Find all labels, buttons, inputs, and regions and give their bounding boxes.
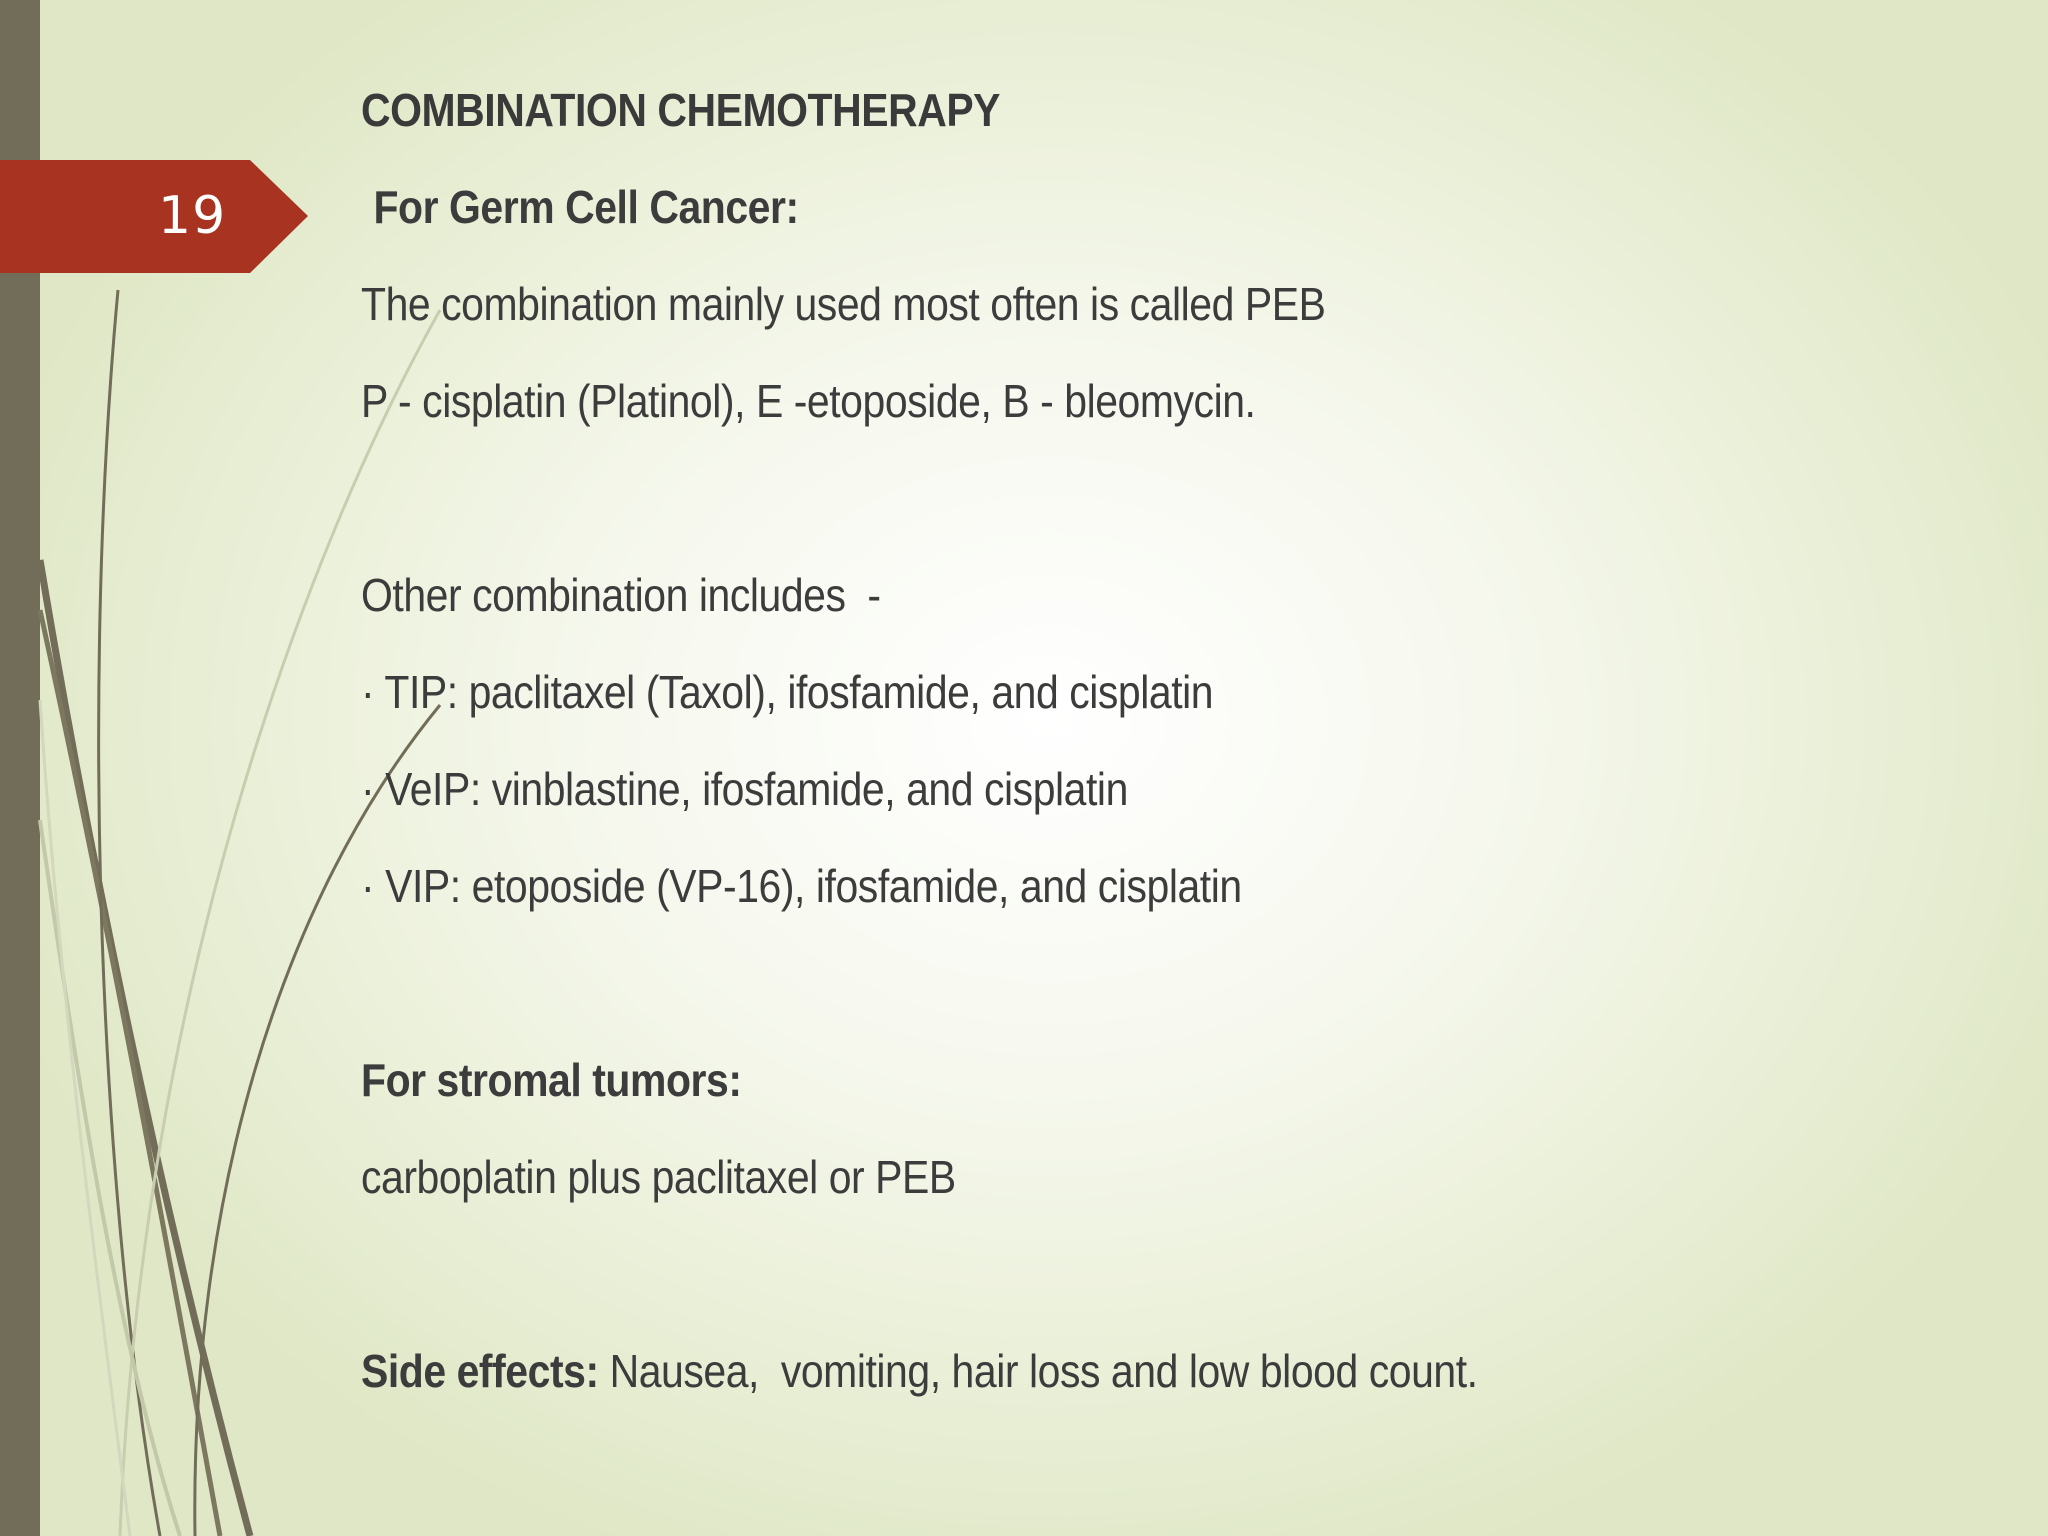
slide-number-tab — [0, 160, 310, 273]
side-effects-line — [361, 1323, 1821, 1420]
slide-number: 19 — [158, 186, 227, 246]
slide-title: COMBINATION CHEMOTHERAPY — [361, 84, 1001, 136]
germ-cell-heading: For Germ Cell Cancer: — [373, 181, 799, 233]
list-item-tip: · TIP: paclitaxel (Taxol), ifosfamide, and cisplatin — [361, 666, 1214, 718]
curve-thick-2 — [40, 610, 220, 1536]
slide-content — [361, 62, 1821, 1420]
list-item-vip: · VIP: etoposide (VP-16), ifosfamide, and cisplatin — [361, 860, 1242, 912]
germ-cell-line-1: The combination mainly used most often is called PEB — [361, 278, 1326, 330]
stromal-text: carboplatin plus paclitaxel or PEB — [361, 1151, 956, 1203]
germ-cell-line-2: P - cisplatin (Platinol), E -etoposide, B - bleomycin. — [361, 375, 1256, 427]
other-combinations-intro: Other combination includes - — [361, 569, 881, 621]
side-effects-label: Side effects: — [361, 1345, 599, 1397]
list-item-veip: · VeIP: vinblastine, ifosfamide, and cisplatin — [361, 763, 1128, 815]
stromal-heading: For stromal tumors: — [361, 1054, 742, 1106]
side-effects-text: Nausea, vomiting, hair loss and low blood count. — [598, 1345, 1478, 1397]
